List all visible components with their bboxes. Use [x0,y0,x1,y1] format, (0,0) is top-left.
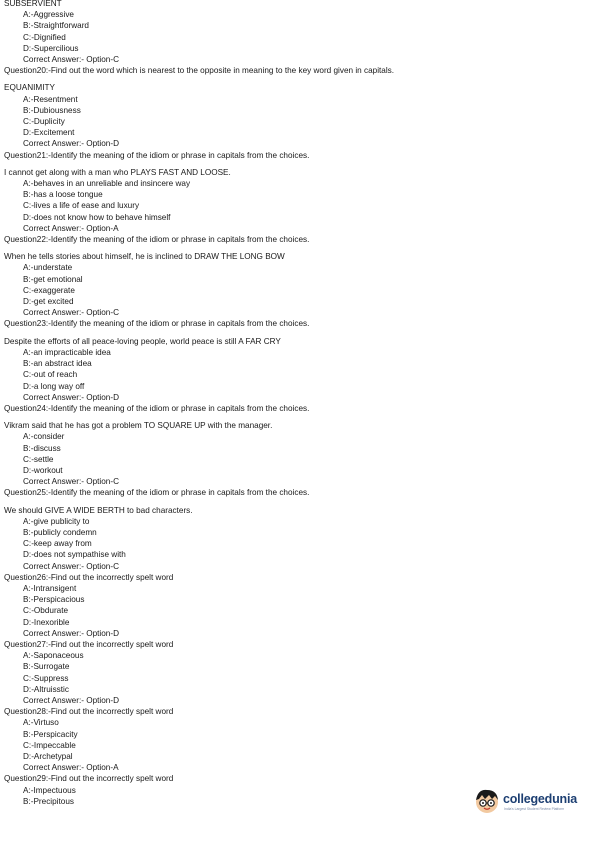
question-heading: Question23:-Identify the meaning of the idiom or phrase in capitals from the choices. [4,319,310,329]
option-line: D:-Altruisstic [23,684,69,694]
option-line: A:-understate [23,263,73,273]
option-line: A:-behaves in an unreliable and insincere way [23,179,191,189]
correct-answer: Correct Answer:- Option-C [23,561,120,571]
option-line: D:-does not know how to behave himself [23,212,171,222]
option-line: B:-discuss [23,443,61,453]
question-document [4,0,589,807]
option-line: B:-Precipitous [23,796,74,806]
question-heading: Question20:-Find out the word which is nearest to the opposite in meaning to the key word given in capitals. [4,66,395,76]
correct-answer: Correct Answer:- Option-D [23,139,120,149]
option-line: A:-Resentment [23,94,78,104]
option-line: D:-a long way off [23,381,85,391]
question-stem: When he tells stories about himself, he is inclined to DRAW THE LONG BOW [4,252,285,262]
option-line: C:-lives a life of ease and luxury [23,201,140,211]
option-line: D:-Inexorible [23,617,70,627]
correct-answer: Correct Answer:- Option-D [23,392,120,402]
question-heading: Question25:-Identify the meaning of the idiom or phrase in capitals from the choices. [4,488,310,498]
option-line: D:-get excited [23,297,74,307]
option-line: D:-Supercilious [23,43,79,53]
question-stem: I cannot get along with a man who PLAYS FAST AND LOOSE. [4,167,231,177]
question-heading: Question26:-Find out the incorrectly spelt word [4,572,174,582]
correct-answer: Correct Answer:- Option-A [23,763,119,773]
option-line: C:-keep away from [23,539,92,549]
correct-answer: Correct Answer:- Option-A [23,223,119,233]
correct-answer: Correct Answer:- Option-D [23,695,120,705]
question-heading: Question28:-Find out the incorrectly spelt word [4,707,174,717]
option-line: B:-an abstract idea [23,359,92,369]
question-stem: SUBSERVIENT [4,0,62,8]
option-line: C:-Dignified [23,32,66,42]
question-stem: Vikram said that he has got a problem TO SQUARE UP with the manager. [4,421,273,431]
option-line: C:-Duplicity [23,117,65,127]
correct-answer: Correct Answer:- Option-C [23,477,120,487]
collegedunia-logo [473,787,591,817]
option-line: B:-Straightforward [23,21,89,31]
option-line: A:-Intransigent [23,583,77,593]
option-line: B:-publicly condemn [23,527,97,537]
option-line: A:-an impracticable idea [23,347,111,357]
logo-tagline: India's Largest Student Review Platform [504,807,565,811]
option-line: B:-has a loose tongue [23,190,103,200]
option-line: B:-Surrogate [23,662,70,672]
option-line: A:-Impectuous [23,785,76,795]
correct-answer: Correct Answer:- Option-C [23,55,120,65]
option-line: C:-exaggerate [23,285,75,295]
option-line: A:-Saponaceous [23,651,84,661]
question-heading: Question27:-Find out the incorrectly spelt word [4,639,174,649]
mascot-icon [473,787,501,817]
option-line: A:-give publicity to [23,516,90,526]
option-line: D:-Excitement [23,128,75,138]
option-line: C:-settle [23,454,54,464]
correct-answer: Correct Answer:- Option-D [23,628,120,638]
question-heading: Question21:-Identify the meaning of the idiom or phrase in capitals from the choices. [4,150,310,160]
option-line: C:-Obdurate [23,606,69,616]
option-line: C:-Suppress [23,673,69,683]
question-stem: We should GIVE A WIDE BERTH to bad characters. [4,505,193,515]
question-stem: Despite the efforts of all peace-loving people, world peace is still A FAR CRY [4,336,281,346]
option-line: A:-consider [23,432,65,442]
option-line: C:-Impeccable [23,740,76,750]
question-heading: Question29:-Find out the incorrectly spelt word [4,774,174,784]
question-heading: Question24:-Identify the meaning of the idiom or phrase in capitals from the choices. [4,403,310,413]
correct-answer: Correct Answer:- Option-C [23,308,120,318]
logo-wordmark: collegedunia [503,792,578,806]
option-line: B:-Dubiousness [23,105,81,115]
question-heading: Question22:-Identify the meaning of the idiom or phrase in capitals from the choices. [4,235,310,245]
option-line: B:-get emotional [23,274,83,284]
option-line: D:-Archetypal [23,752,73,761]
option-line: B:-Perspicacity [23,729,78,739]
option-line: A:-Aggressive [23,10,74,20]
option-line: D:-workout [23,465,63,475]
option-line: B:-Perspicacious [23,595,85,605]
option-line: A:-Virtuso [23,718,59,728]
question-stem: EQUANIMITY [4,83,55,93]
option-line: D:-does not sympathise with [23,550,126,560]
option-line: C:-out of reach [23,370,78,380]
